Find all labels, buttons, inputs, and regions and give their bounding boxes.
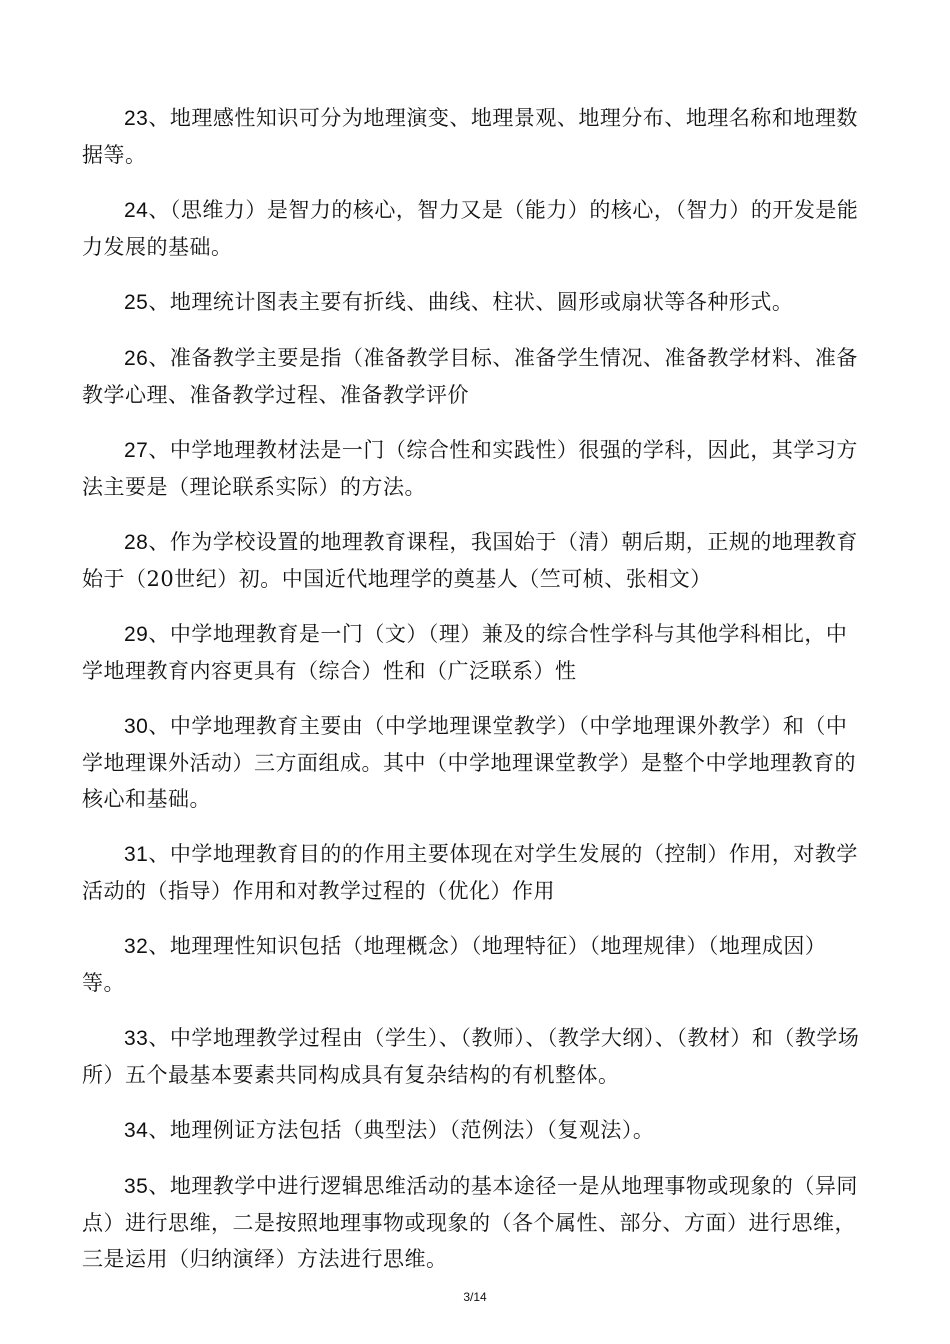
question-item-26: [82, 340, 868, 413]
question-item-27: [82, 432, 868, 505]
question-text: 、地理例证方法包括（典型法）（范例法）（复观法）。: [148, 1118, 655, 1142]
question-item-23: [82, 100, 868, 173]
question-item-31: [82, 836, 868, 909]
question-text: 、准备教学主要是指（准备教学目标、准备学生情况、准备教学材料、准备教学心理、准备教学过程、准备教学评价: [82, 346, 858, 407]
question-text: 、（思维力）是智力的核心，智力又是（能力）的核心，（智力）的开发是能力发展的基础。: [82, 198, 859, 259]
question-item-33: [82, 1020, 868, 1093]
question-item-32: [82, 928, 868, 1001]
question-item-34: [82, 1112, 868, 1149]
question-item-35: [82, 1168, 868, 1277]
question-number: 27: [124, 439, 149, 462]
question-text: 、地理理性知识包括（地理概念）（地理特征）（地理规律）（地理成因）等。: [82, 934, 827, 995]
question-number: 30: [124, 715, 149, 738]
question-number: 25: [124, 291, 149, 314]
question-item-30: [82, 708, 868, 817]
question-text: 、作为学校设置的地理教育课程，我国始于（清）朝后期，正规的地理教育始于（20世纪）初。中国近代地理学的奠基人（竺可桢、张相文）: [82, 530, 858, 591]
question-text: 、中学地理教育主要由（中学地理课堂教学）（中学地理课外教学）和（中学地理课外活动）三方面组成。其中（中学地理课堂教学）是整个中学地理教育的核心和基础。: [82, 714, 856, 811]
question-number: 29: [124, 623, 149, 646]
question-text: 、中学地理教学过程由（学生）、（教师）、（教学大纲）、（教材）和（教学场所）五个最基本要素共同构成具有复杂结构的有机整体。: [82, 1026, 860, 1087]
document-body: [82, 100, 868, 1296]
page-number: 3/14: [463, 1290, 487, 1304]
question-item-28: [82, 524, 868, 597]
question-text: 、地理统计图表主要有折线、曲线、柱状、圆形或扇状等各种形式。: [148, 290, 794, 314]
question-number: 33: [124, 1027, 149, 1050]
question-number: 23: [124, 107, 149, 130]
question-text: 、中学地理教材法是一门（综合性和实践性）很强的学科，因此，其学习方法主要是（理论联系实际）的方法。: [82, 438, 858, 499]
question-number: 31: [124, 843, 149, 866]
question-number: 32: [124, 935, 149, 958]
question-item-25: [82, 284, 868, 321]
question-number: 34: [124, 1119, 149, 1142]
question-text: 、中学地理教育目的的作用主要体现在对学生发展的（控制）作用，对教学活动的（指导）作用和对教学过程的（优化）作用: [82, 842, 858, 903]
question-item-29: [82, 616, 868, 689]
question-number: 26: [124, 347, 149, 370]
question-text: 、地理教学中进行逻辑思维活动的基本途径一是从地理事物或现象的（异同点）进行思维，二是按照地理事物或现象的（各个属性、部分、方面）进行思维，三是运用（归纳演绎）方法进行思维。: [82, 1174, 858, 1271]
question-text: 、地理感性知识可分为地理演变、地理景观、地理分布、地理名称和地理数据等。: [82, 106, 858, 167]
question-item-24: [82, 192, 868, 265]
question-text: 、中学地理教育是一门（文）（理）兼及的综合性学科与其他学科相比，中学地理教育内容更具有（综合）性和（广泛联系）性: [82, 622, 848, 683]
question-number: 35: [124, 1175, 149, 1198]
question-number: 24: [124, 199, 149, 222]
question-number: 28: [124, 531, 149, 554]
